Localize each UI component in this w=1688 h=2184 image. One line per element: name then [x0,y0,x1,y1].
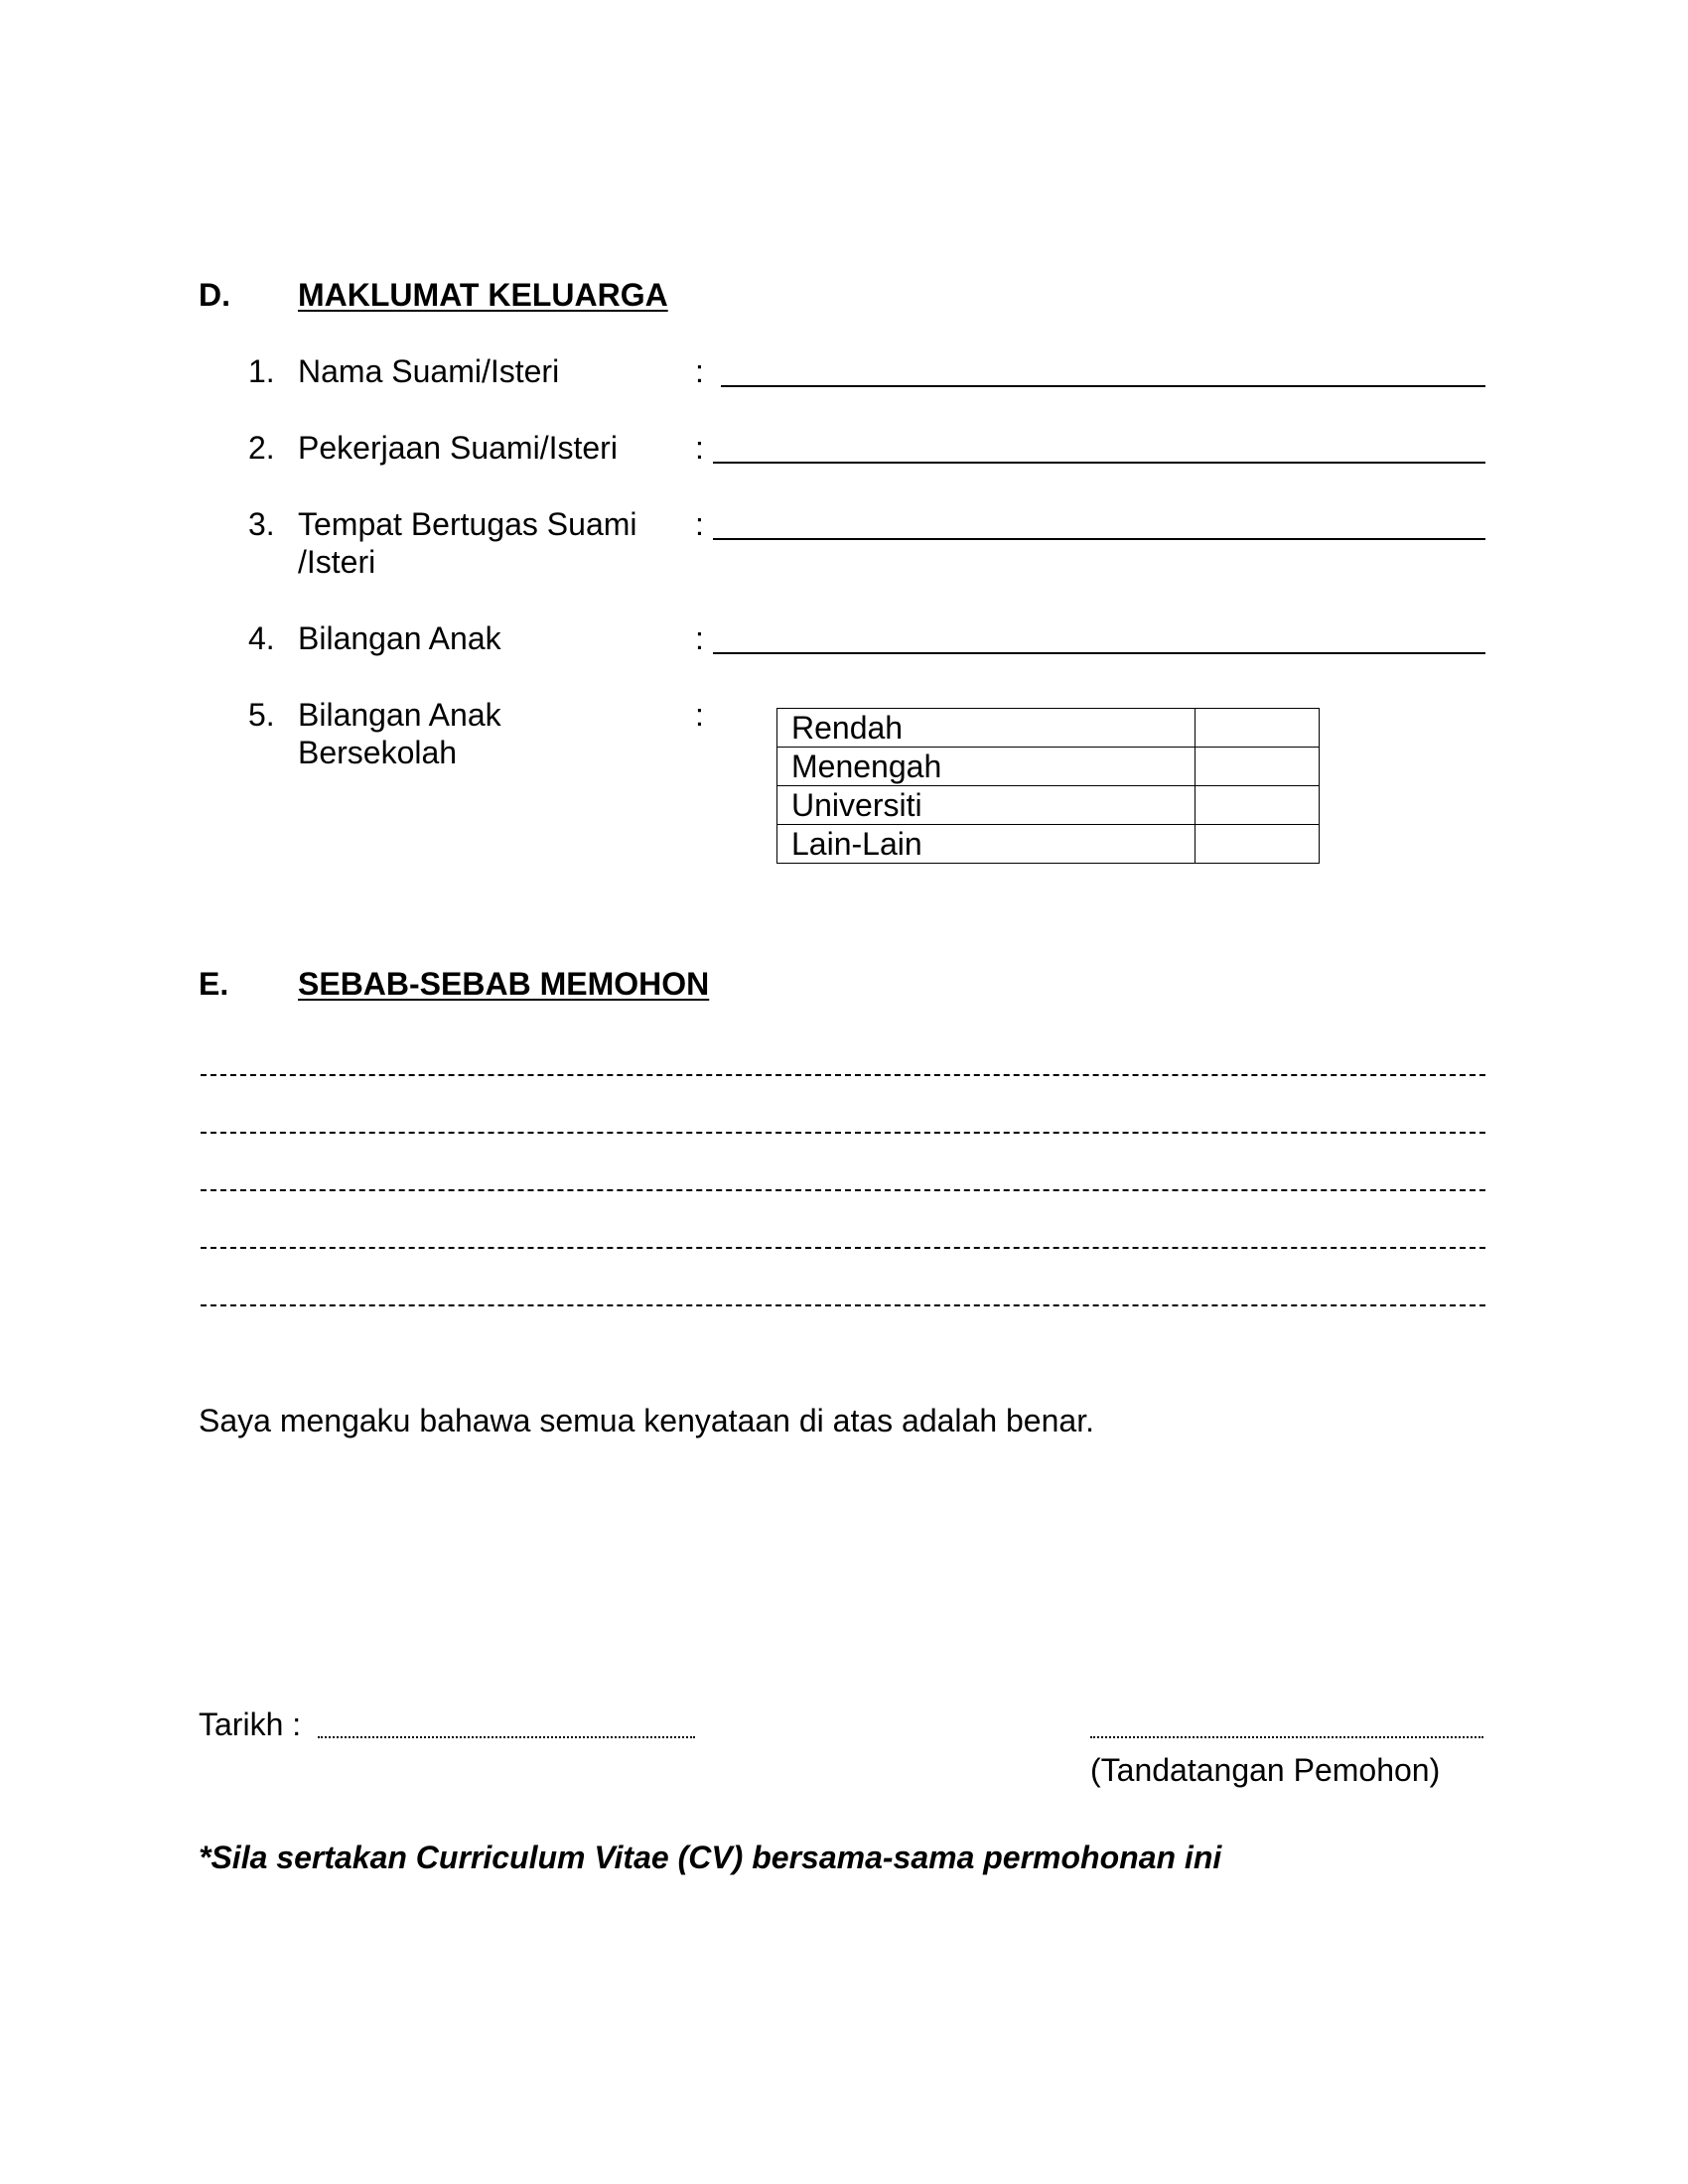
item-2-label: Pekerjaan Suami/Isteri [298,430,618,466]
table-row [777,748,1320,786]
section-d-title [298,276,668,314]
table-row [777,825,1320,864]
level-rendah-count-cell[interactable] [1196,709,1320,748]
table-row [777,709,1320,748]
item-1-number: 1. [248,353,275,389]
item-3-colon: : [695,506,704,542]
schooling-children-table [776,708,1320,864]
section-d-letter: D. [199,277,230,313]
spouse-name-field[interactable] [721,385,1485,387]
reason-line-4[interactable] [201,1247,1485,1249]
item-4-number: 4. [248,620,275,656]
item-3-label: Tempat Bertugas Suami [298,506,637,542]
item-5-number: 5. [248,697,275,733]
level-lain-lain-count-cell[interactable] [1196,825,1320,864]
signature-label: (Tandatangan Pemohon) [1090,1752,1441,1788]
signature-field[interactable] [1090,1736,1483,1738]
item-4-colon: : [695,620,704,656]
item-3-number: 3. [248,506,275,542]
spouse-workplace-field[interactable] [713,538,1485,540]
item-1-colon: : [695,353,704,389]
level-universiti-count-cell[interactable] [1196,786,1320,825]
item-1-label: Nama Suami/Isteri [298,353,560,389]
reason-line-2[interactable] [201,1132,1485,1134]
section-e-title-text: SEBAB-SEBAB MEMOHON [298,966,710,1002]
level-lain-lain: Lain-Lain [777,825,1196,864]
section-e-letter: E. [199,966,229,1002]
level-menengah-count-cell[interactable] [1196,748,1320,786]
item-2-colon: : [695,430,704,466]
number-of-children-field[interactable] [713,652,1485,654]
level-menengah: Menengah [777,748,1196,786]
reason-line-1[interactable] [201,1074,1485,1076]
item-4-label: Bilangan Anak [298,620,501,656]
level-universiti: Universiti [777,786,1196,825]
date-field[interactable] [318,1736,695,1738]
reason-line-3[interactable] [201,1189,1485,1191]
declaration-text: Saya mengaku bahawa semua kenyataan di atas adalah benar. [199,1403,1094,1438]
spouse-occupation-field[interactable] [713,462,1485,464]
item-5-colon: : [695,697,704,733]
item-2-number: 2. [248,430,275,466]
section-d-title-text: MAKLUMAT KELUARGA [298,277,668,313]
item-5-label: Bilangan Anak [298,697,501,733]
cv-note: *Sila sertakan Curriculum Vitae (CV) bersama-sama permohonan ini [199,1840,1222,1875]
date-label: Tarikh : [199,1706,302,1742]
level-rendah: Rendah [777,709,1196,748]
item-5-label-line2: Bersekolah [298,735,458,770]
reason-line-5[interactable] [201,1304,1485,1306]
table-row [777,786,1320,825]
item-3-label-line2: /Isteri [298,544,376,580]
section-e-title [298,965,709,1003]
